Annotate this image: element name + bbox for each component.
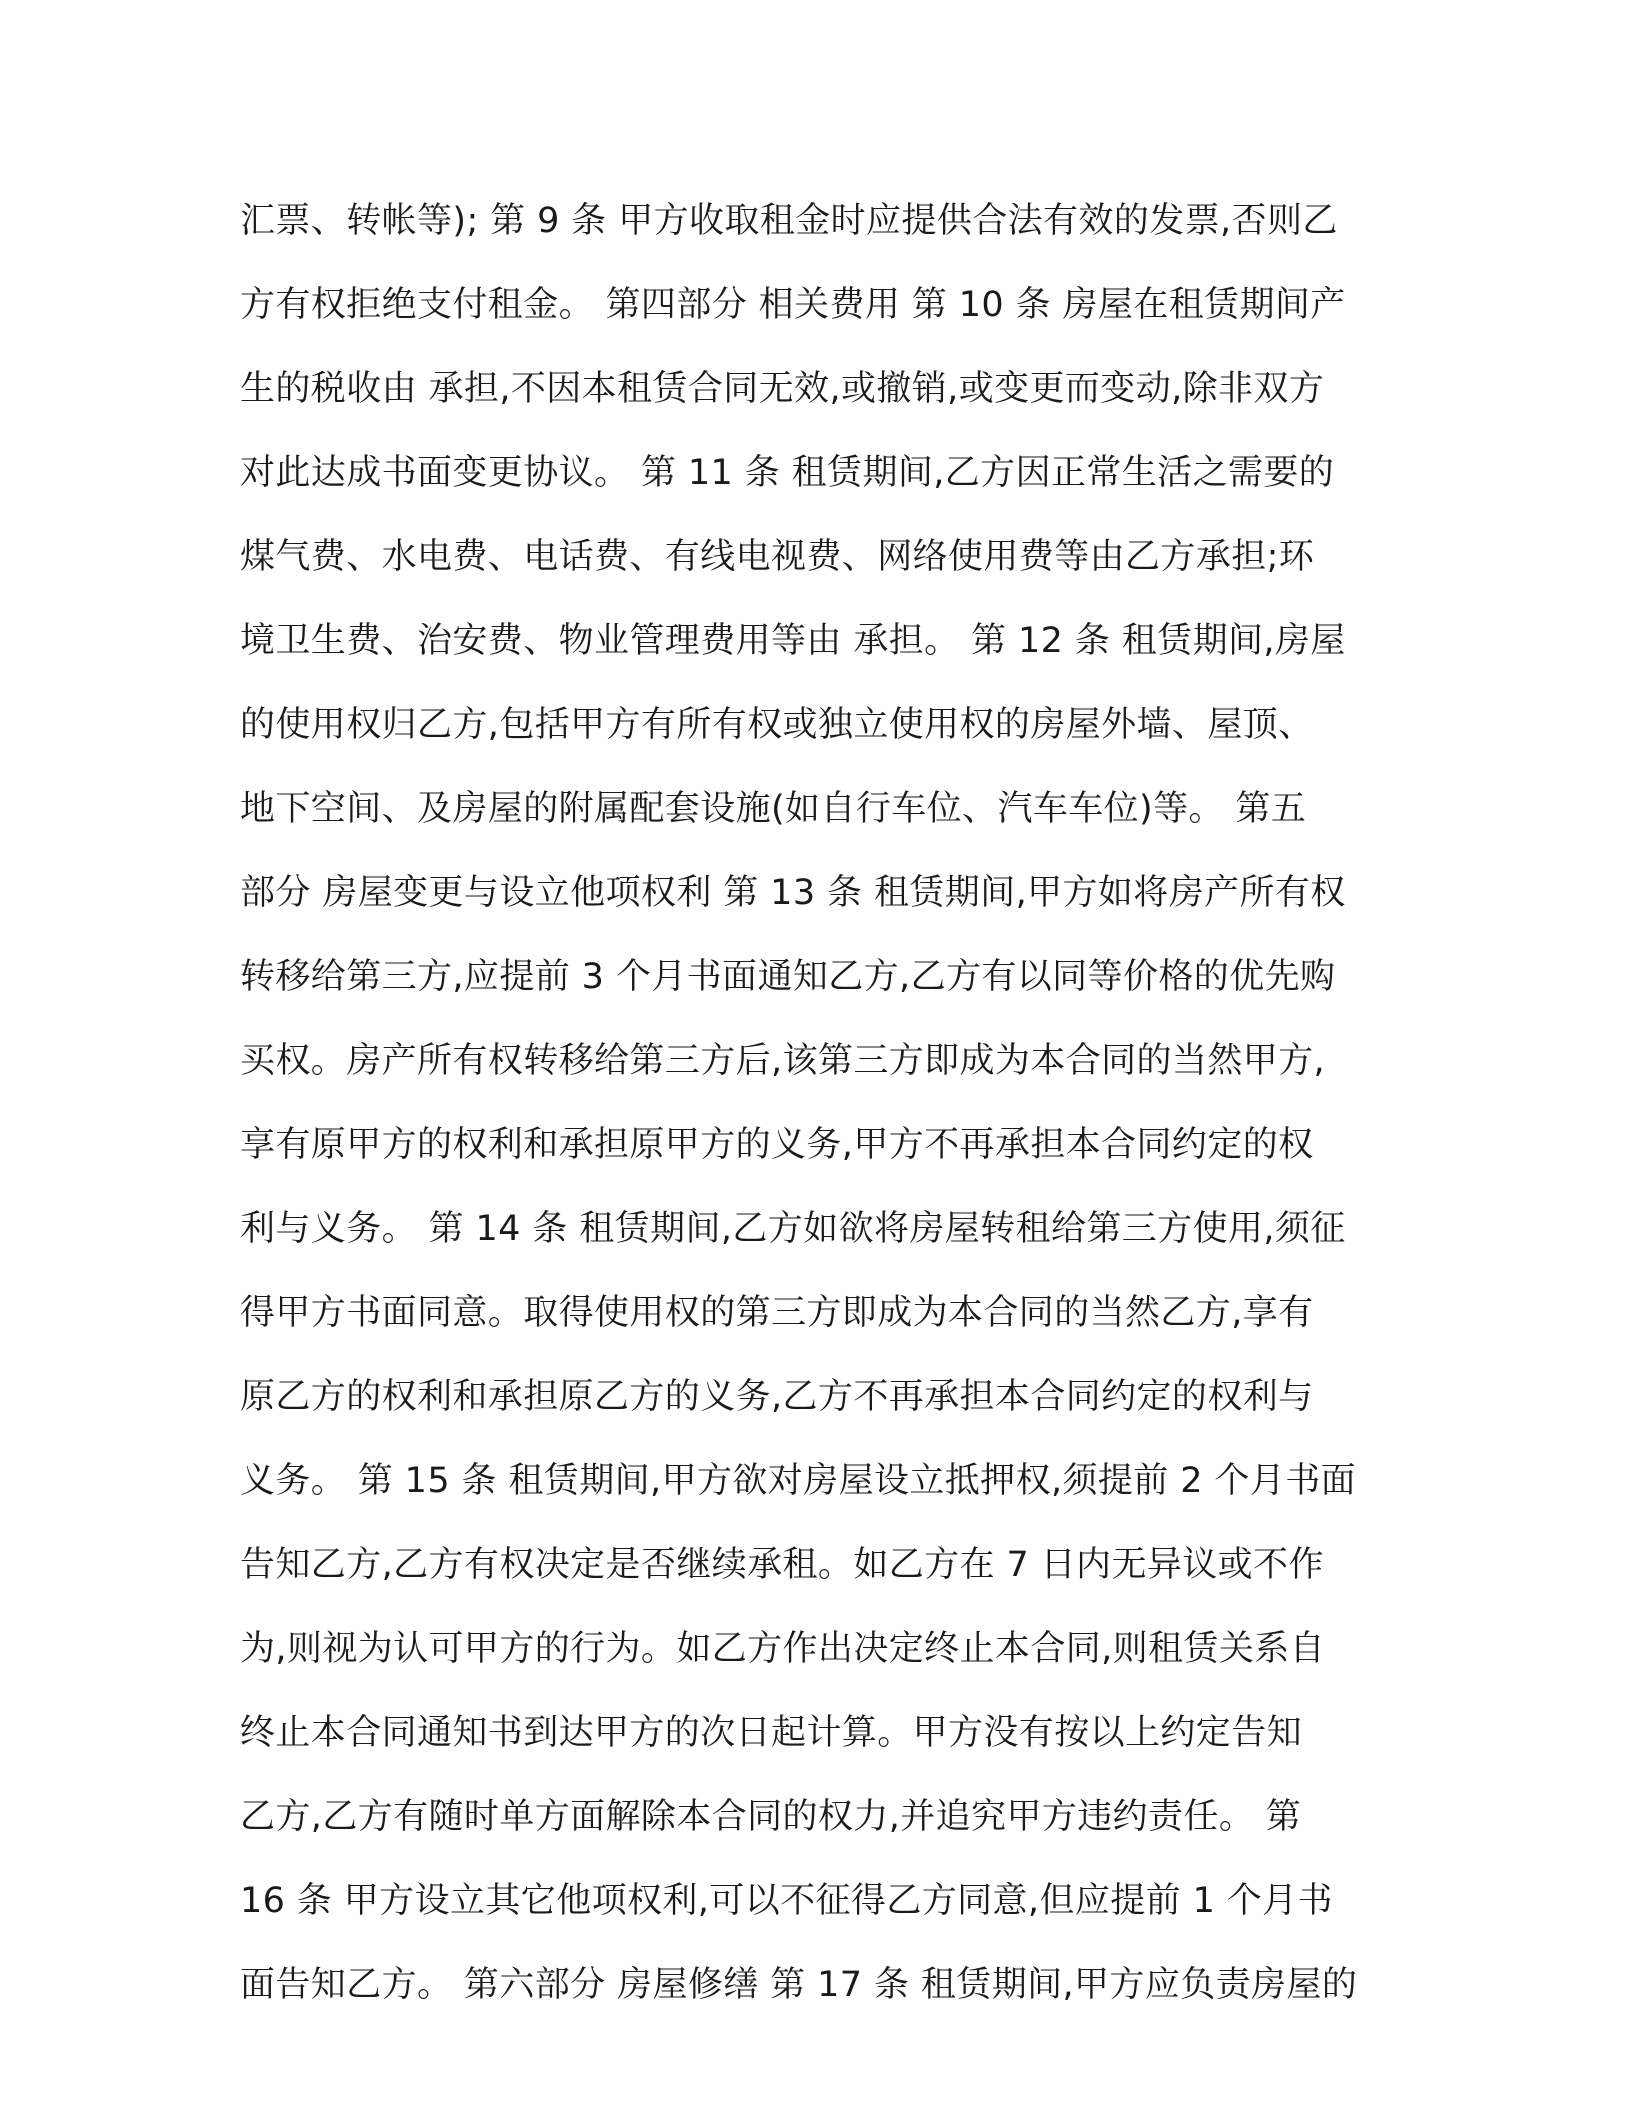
text-line: 对此达成书面变更协议。 第 11 条 租赁期间,乙方因正常生活之需要的 (240, 453, 1335, 493)
text-line: 转移给第三方,应提前 3 个月书面通知乙方,乙方有以同等价格的优先购 (240, 957, 1336, 997)
text-line: 买权。房产所有权转移给第三方后,该第三方即成为本合同的当然甲方, (240, 1041, 1326, 1081)
text-line: 部分 房屋变更与设立他项权利 第 13 条 租赁期间,甲方如将房产所有权 (240, 873, 1346, 913)
text-line: 煤气费、水电费、电话费、有线电视费、网络使用费等由乙方承担;环 (240, 537, 1315, 577)
text-line: 终止本合同通知书到达甲方的次日起计算。甲方没有按以上约定告知 (240, 1713, 1303, 1753)
text-line: 乙方,乙方有随时单方面解除本合同的权力,并追究甲方违约责任。 第 (240, 1797, 1302, 1837)
text-line: 为,则视为认可甲方的行为。如乙方作出决定终止本合同,则租赁关系自 (240, 1629, 1326, 1669)
text-line: 境卫生费、治安费、物业管理费用等由 承担。 第 12 条 租赁期间,房屋 (240, 621, 1346, 661)
contract-body-text (240, 193, 1410, 2041)
text-line: 地下空间、及房屋的附属配套设施(如自行车位、汽车车位)等。 第五 (240, 789, 1307, 829)
text-line: 16 条 甲方设立其它他项权利,可以不征得乙方同意,但应提前 1 个月书 (240, 1881, 1333, 1921)
text-line: 得甲方书面同意。取得使用权的第三方即成为本合同的当然乙方,享有 (240, 1293, 1314, 1333)
text-line: 享有原甲方的权利和承担原甲方的义务,甲方不再承担本合同约定的权 (240, 1125, 1314, 1165)
text-line: 方有权拒绝支付租金。 第四部分 相关费用 第 10 条 房屋在租赁期间产 (240, 285, 1346, 325)
text-line: 义务。 第 15 条 租赁期间,甲方欲对房屋设立抵押权,须提前 2 个月书面 (240, 1461, 1357, 1501)
text-line: 告知乙方,乙方有权决定是否继续承租。如乙方在 7 日内无异议或不作 (240, 1545, 1324, 1585)
text-line: 汇票、转帐等); 第 9 条 甲方收取租金时应提供合法有效的发票,否则乙 (240, 201, 1338, 241)
text-line: 的使用权归乙方,包括甲方有所有权或独立使用权的房屋外墙、屋顶、 (240, 705, 1314, 745)
text-line: 生的税收由 承担,不因本租赁合同无效,或撤销,或变更而变动,除非双方 (240, 369, 1325, 409)
text-line: 原乙方的权利和承担原乙方的义务,乙方不再承担本合同约定的权利与 (240, 1377, 1314, 1417)
text-line: 面告知乙方。 第六部分 房屋修缮 第 17 条 租赁期间,甲方应负责房屋的 (240, 1965, 1358, 2005)
text-line: 利与义务。 第 14 条 租赁期间,乙方如欲将房屋转租给第三方使用,须征 (240, 1209, 1346, 1249)
